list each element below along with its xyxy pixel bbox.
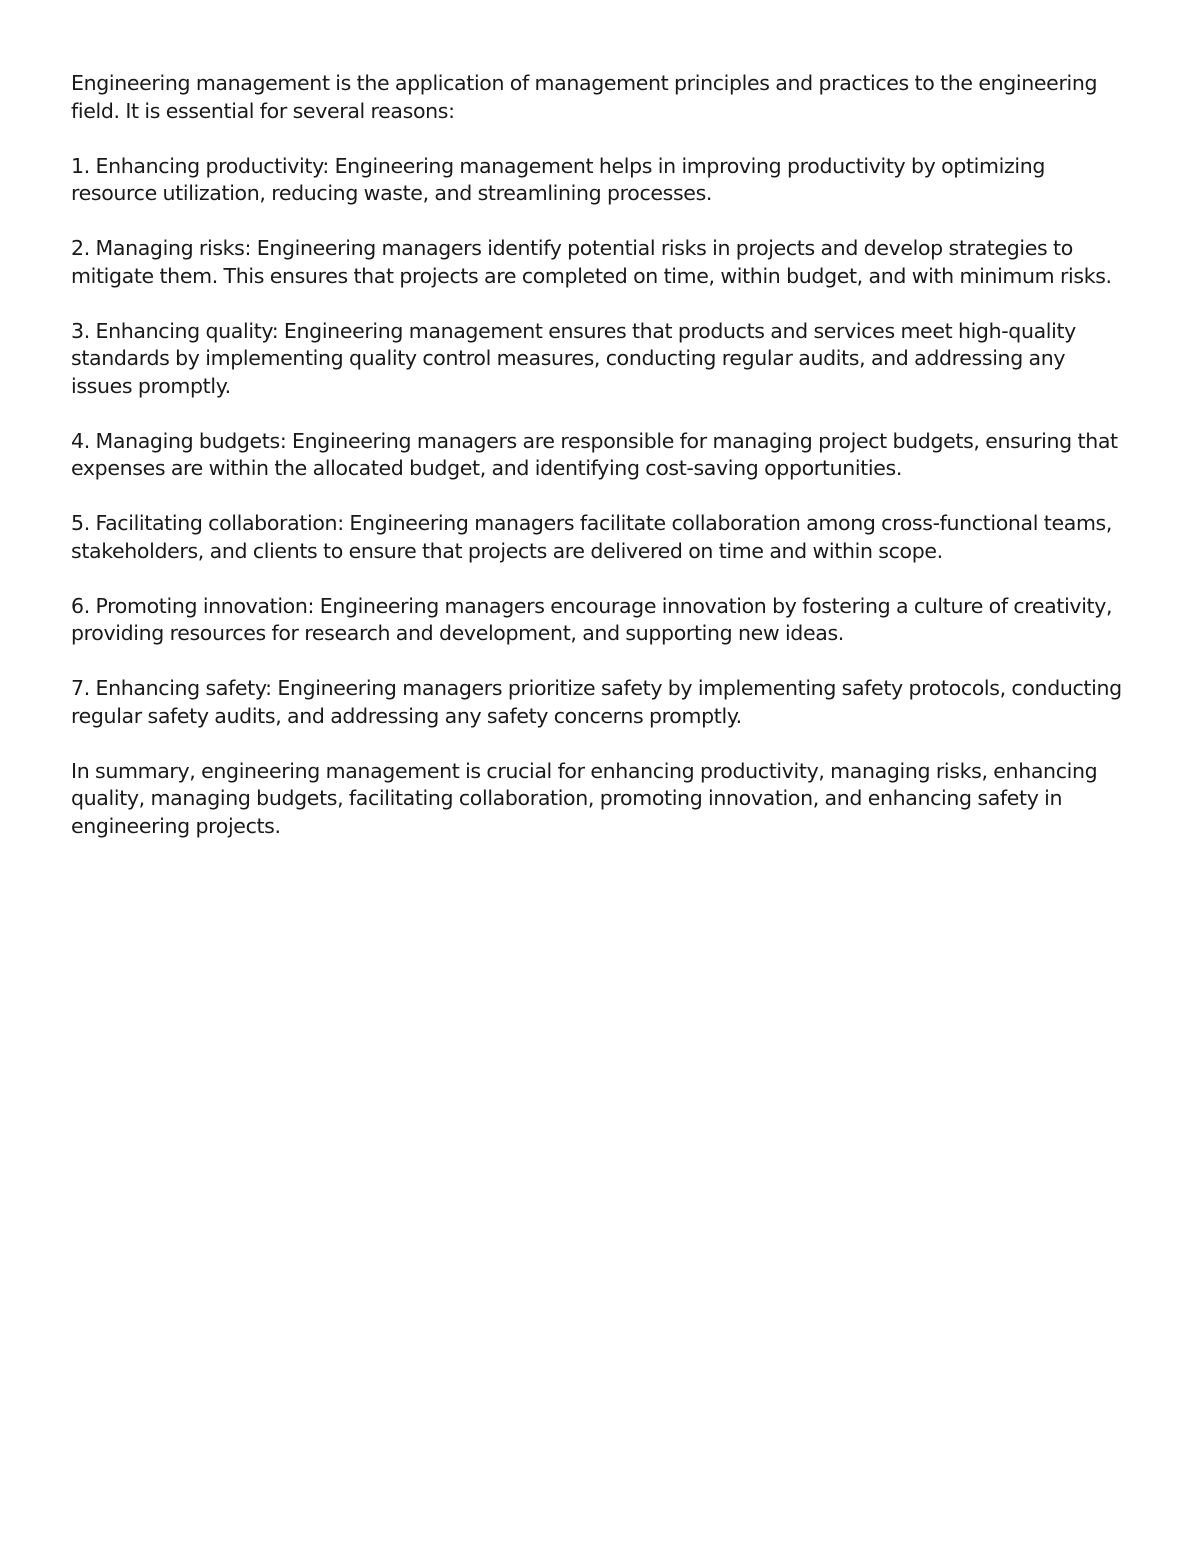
document-body: [71, 70, 1131, 840]
point-4-paragraph: 4. Managing budgets: Engineering managers are responsible for managing project budgets, ensuring that expenses are within the allocated budget, and identifying cost-saving opportunities.: [71, 428, 1118, 480]
point-3-paragraph: 3. Enhancing quality: Engineering management ensures that products and services meet high-quality standards by implementing quality control measures, conducting regular audits, and addressing any issues promptly.: [71, 318, 1076, 398]
summary-paragraph: In summary, engineering management is crucial for enhancing productivity, managing risks, enhancing quality, managing budgets, facilitating collaboration, promoting innovation, and enhancing safety in engineering projects.: [71, 758, 1098, 838]
point-2-paragraph: 2. Managing risks: Engineering managers identify potential risks in projects and develop strategies to mitigate them. This ensures that projects are completed on time, within budget, and with minimum risks.: [71, 236, 1112, 288]
point-1-paragraph: 1. Enhancing productivity: Engineering management helps in improving productivity by optimizing resource utilization, reducing waste, and streamlining processes.: [71, 153, 1046, 205]
point-7-paragraph: 7. Enhancing safety: Engineering managers prioritize safety by implementing safety protocols, conducting regular safety audits, and addressing any safety concerns promptly.: [71, 676, 1122, 728]
point-6-paragraph: 6. Promoting innovation: Engineering managers encourage innovation by fostering a culture of creativity, providing resources for research and development, and supporting new ideas.: [71, 593, 1113, 645]
intro-paragraph: Engineering management is the application of management principles and practices to the engineering field. It is essential for several reasons:: [71, 71, 1098, 123]
point-5-paragraph: 5. Facilitating collaboration: Engineering managers facilitate collaboration among cross-functional teams, stakeholders, and clients to ensure that projects are delivered on time and within scope.: [71, 511, 1113, 563]
